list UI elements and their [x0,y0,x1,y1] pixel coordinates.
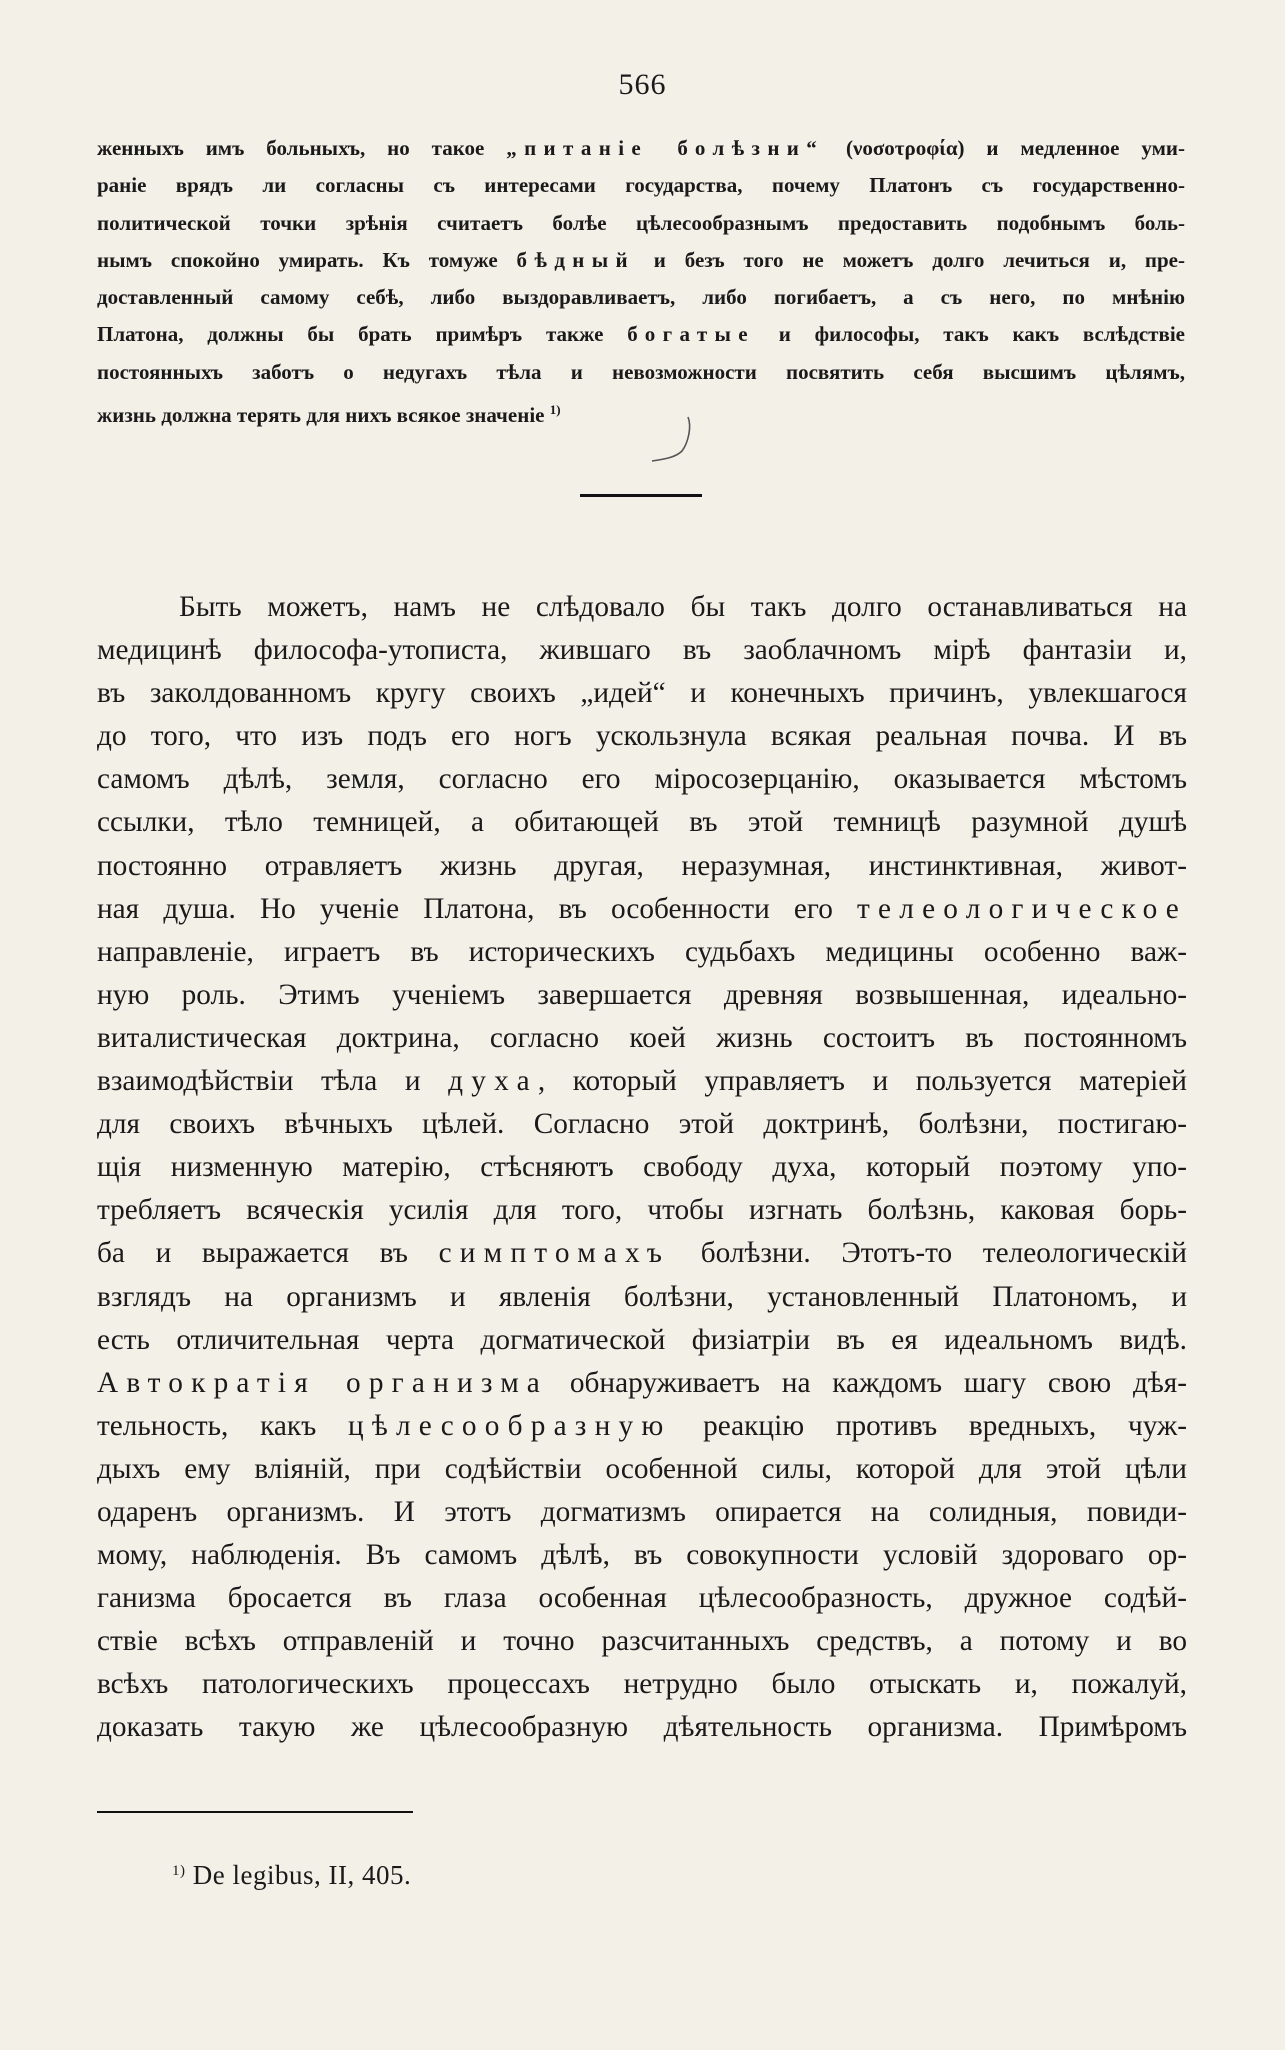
text-segment: и безъ того не можетъ долго лечиться и, пре- [634,247,1185,272]
text-line [97,391,1185,434]
text-line [97,167,1185,204]
page-number: 566 [618,68,667,101]
text-line [97,715,1187,758]
text-line [97,1577,1187,1620]
text-segment: взглядъ на организмъ и явленія болѣзни, установленный Платономъ, и [97,1280,1187,1313]
text-line [97,586,1187,629]
footnote-marker: 1) [172,1863,186,1879]
text-segment: ба и выражается въ [97,1237,439,1270]
text-segment: самомъ дѣлѣ, земля, согласно его міросозерцанію, оказывается мѣстомъ [97,763,1187,796]
continued-paragraph [97,130,1185,434]
text-line [97,931,1187,974]
text-segment: тельность, какъ [97,1409,348,1442]
text-line [97,801,1187,844]
text-line [97,974,1187,1017]
text-segment: требляетъ всяческія усилія для того, чтобы изгнать болѣзнь, каковая борь- [97,1194,1187,1227]
text-segment: болѣзни. Этотъ-то телеологическій [670,1237,1187,1270]
text-line [97,1146,1187,1189]
text-segment: раніе врядъ ли согласны съ интересами государства, почему Платонъ съ государственно- [97,173,1185,198]
text-segment: обнаруживаетъ на каждомъ шагу свою дѣя- [547,1366,1187,1399]
pencil-mark [648,415,704,465]
text-line [97,845,1187,888]
text-segment: ссылки, тѣло темницей, а обитающей въ этой темницѣ разумной душѣ [97,806,1187,839]
text-line [97,316,1185,353]
text-line [97,1189,1187,1232]
text-segment: виталистическая доктрина, согласно коей жизнь состоитъ въ постоянномъ [97,1021,1187,1054]
text-line [97,1276,1187,1319]
text-line [97,1706,1187,1749]
text-line [97,1362,1187,1405]
text-line [97,1663,1187,1706]
spaced-emphasis: телеологическое [857,892,1187,925]
text-line [97,672,1187,715]
text-segment: мому, наблюденія. Въ самомъ дѣлѣ, въ совокупности условій здороваго ор- [97,1539,1187,1572]
text-line [97,1232,1187,1275]
footnote-rule [97,1811,413,1813]
text-segment: Быть можетъ, намъ не слѣдовало бы такъ долго останавливаться на [179,591,1187,623]
text-segment: дыхъ ему вліяній, при содѣйствіи особенной силы, которой для этой цѣли [97,1452,1187,1485]
spaced-emphasis: цѣлесообразную [347,1409,672,1442]
text-segment: политической точки зрѣнія считаетъ болѣе цѣлесообразнымъ предоставить подобнымъ боль- [97,210,1185,235]
text-line [97,1319,1187,1362]
section-separator [580,494,702,497]
text-segment: постоянныхъ заботъ о недугахъ тѣла и невозможности посвятить себя высшимъ цѣлямъ, [97,359,1185,384]
text-line [97,354,1185,391]
text-segment: жизнь должна терять для нихъ всякое значеніе [97,403,550,428]
text-line [97,1103,1187,1146]
text-segment: въ заколдованномъ кругу своихъ „идей“ и конечныхъ причинъ, увлекшагося [97,677,1187,710]
text-segment: и философы, такъ какъ вслѣдствіе [754,322,1185,347]
text-segment: взаимодѣйствіи тѣла и [97,1065,449,1098]
footnote-text: De legibus, II, 405. [185,1860,412,1890]
text-line [97,888,1187,931]
text-line [97,1017,1187,1060]
text-segment: , который управляетъ и пользуется матеріей [537,1065,1187,1098]
text-segment: доказать такую же цѣлесообразную дѣятельность организма. Примѣромъ [97,1711,1187,1744]
footnote [172,1860,411,1891]
spaced-emphasis: симптомахъ [438,1237,671,1270]
text-segment: доставленный самому себѣ, либо выздоравливаетъ, либо погибаетъ, а съ него, по мнѣнію [97,285,1185,310]
text-segment: ная душа. Но ученіе Платона, въ особенности его [97,892,858,925]
main-paragraph [97,586,1187,1750]
text-segment: ную роль. Этимъ ученіемъ завершается древняя возвышенная, идеально- [97,978,1187,1011]
text-segment: щія низменную матерію, стѣсняютъ свободу духа, который поэтому упо- [97,1151,1187,1184]
text-segment: для своихъ вѣчныхъ цѣлей. Согласно этой доктринѣ, болѣзни, постигаю- [97,1108,1187,1141]
text-segment: ствіе всѣхъ отправленій и точно разсчитанныхъ средствъ, а потому и во [97,1625,1187,1658]
text-segment: постоянно отравляетъ жизнь другая, неразумная, инстинктивная, живот- [97,849,1187,882]
text-segment: одаренъ организмъ. И этотъ догматизмъ опирается на солидныя, повиди- [97,1495,1187,1528]
text-segment: (νοσοτροφία) и медленное уми- [824,136,1186,160]
text-line [97,1491,1187,1534]
text-line [97,1448,1187,1491]
spaced-emphasis: бѣдный [516,247,635,272]
text-segment: медицинѣ философа-утописта, жившаго въ заоблачномъ мірѣ фантазіи и, [97,634,1187,667]
text-segment: реакцію противъ вредныхъ, чуж- [671,1409,1187,1442]
text-line [97,1405,1187,1448]
text-segment: направленіе, играетъ въ историческихъ судьбахъ медицины особенно важ- [97,935,1187,968]
text-line [97,242,1185,279]
text-line [97,629,1187,672]
text-line [97,279,1185,316]
text-segment: до того, что изъ подъ его ногъ ускользнула всякая реальная почва. И въ [97,720,1187,753]
text-line [97,1620,1187,1663]
text-segment: женныхъ имъ больныхъ, но такое [97,136,507,160]
text-line [97,1534,1187,1577]
text-segment: всѣхъ патологическихъ процессахъ нетрудно было отыскать и, пожалуй, [97,1668,1187,1701]
text-line [97,1060,1187,1103]
text-line [97,130,1185,167]
footnote-reference: 1) [549,402,561,418]
text-segment: Платона, должны бы брать примѣръ также [97,322,628,347]
text-segment: есть отличительная черта догматической физіатріи въ ея идеальномъ видѣ. [97,1323,1187,1356]
text-segment: нымъ спокойно умирать. Къ томуже [97,247,517,272]
spaced-emphasis: „питаніе болѣзни“ [506,136,825,160]
spaced-emphasis: духа [448,1065,538,1098]
spaced-emphasis: богатые [627,322,755,347]
text-line [97,758,1187,801]
text-line [97,205,1185,242]
spaced-emphasis: Автократія организма [97,1366,548,1399]
text-segment: ганизма бросается въ глаза особенная цѣлесообразность, дружное содѣй- [97,1582,1187,1615]
